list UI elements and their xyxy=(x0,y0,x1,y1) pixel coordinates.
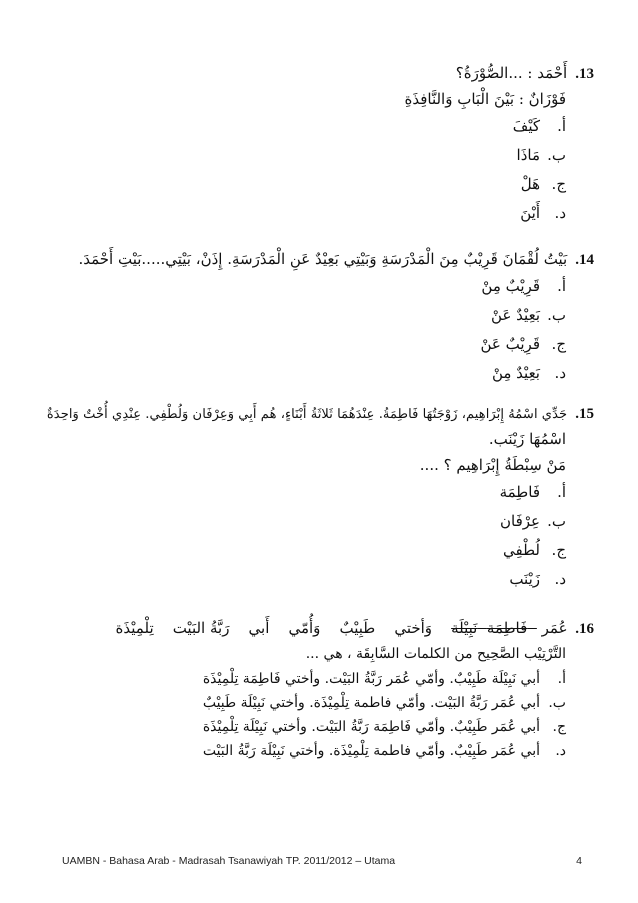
option-label: ب. xyxy=(547,512,566,530)
option-a xyxy=(34,478,594,507)
option-b xyxy=(34,507,594,536)
option-label: أ. xyxy=(557,117,566,135)
option-c xyxy=(34,715,594,739)
option-d xyxy=(34,199,594,228)
word: وَأختي xyxy=(394,619,433,637)
question-15-stem-line xyxy=(34,400,594,426)
question-13-stem-line xyxy=(34,60,594,86)
option-b xyxy=(34,691,594,715)
option-text: أبي نَبِيْلَة طَبِيْبٌ. وأمّي عُمَر رَبَّةُ البَيْت. وأختي فَاطِمَة تِلْمِيْذَة xyxy=(202,671,540,687)
question-14 xyxy=(34,246,594,388)
option-text: بَعِيْدٌ عَنْ xyxy=(491,306,540,324)
option-label: ج. xyxy=(551,541,566,559)
option-label: أ. xyxy=(557,277,566,295)
option-c xyxy=(34,170,594,199)
option-text: هَلْ xyxy=(520,175,540,193)
option-d xyxy=(34,739,594,763)
option-d xyxy=(34,565,594,594)
question-number: 14. xyxy=(575,252,594,268)
option-text: فَاطِمَة xyxy=(499,483,540,501)
word: وَأُمّي xyxy=(288,619,321,637)
option-a xyxy=(34,667,594,691)
word-struck: فَاطِمَة نَبِيْلَة xyxy=(451,619,528,637)
option-label: ج. xyxy=(552,719,566,735)
option-text: لُطْفِي xyxy=(503,541,540,559)
question-number: 13. xyxy=(575,66,594,82)
option-label: أ. xyxy=(557,671,566,687)
option-label: ب. xyxy=(547,306,566,324)
option-a xyxy=(34,112,594,141)
option-label: ب. xyxy=(548,695,566,711)
question-stem: جَدِّي اسْمُهُ إِبْرَاهِيم، زَوْجَتُهَا فَاطِمَةُ. عِنْدَهُمَا ثَلاثَةُ أَبْنَاءٍ، هُم أَبِي وَعِرْفَان وَلُطْفِي. عِنْدِي أُخْتٌ وَاحِدَةٌ xyxy=(46,407,568,422)
page-number: 4 xyxy=(576,855,582,867)
option-d xyxy=(34,359,594,388)
option-text: زَيْنَب xyxy=(509,570,540,588)
option-text: كَيْفَ xyxy=(512,117,540,135)
option-label: ب. xyxy=(547,146,566,164)
option-text: أَيْنَ xyxy=(520,204,540,222)
option-label: أ. xyxy=(557,483,566,501)
question-16-stem-line xyxy=(34,615,594,641)
option-text: قَرِيْبٌ عَنْ xyxy=(480,335,540,353)
option-label: ج. xyxy=(551,335,566,353)
option-label: ج. xyxy=(551,175,566,193)
option-label: د. xyxy=(555,743,566,759)
question-13 xyxy=(34,60,594,228)
word: طَبِيْبٌ xyxy=(339,619,376,637)
question-number: 15. xyxy=(575,406,594,422)
option-b xyxy=(34,141,594,170)
question-context: فَوْزَانٌ : بَيْنَ الْبَابِ وَالنَّافِذَةِ xyxy=(404,90,566,108)
word: تِلْمِيْذَة xyxy=(115,619,154,637)
option-label: د. xyxy=(554,364,566,382)
option-text: أبي عُمَر طَبِيْبٌ. وأمّي فاطمة تِلْمِيْذَة. وأختي نَبِيْلَة رَبَّةُ البَيْت xyxy=(202,743,540,759)
question-number: 16. xyxy=(575,621,594,637)
word: أَبي xyxy=(248,619,270,637)
option-label: د. xyxy=(554,570,566,588)
option-b xyxy=(34,301,594,330)
word: عُمَر xyxy=(541,619,568,637)
option-c xyxy=(34,536,594,565)
option-text: بَعِيْدٌ مِنْ xyxy=(491,364,540,382)
option-c xyxy=(34,330,594,359)
question-prompt: التَّرْتِيْب الصَّحِيح من الكلمات السَّابِقَة ، هي ... xyxy=(305,646,566,662)
question-context: اسْمُهَا زَيْنَب. xyxy=(488,430,566,448)
page-footer xyxy=(62,855,582,867)
option-a xyxy=(34,272,594,301)
option-text: أبي عُمَر رَبَّةُ البَيْت. وأمّي فاطمة تِلْمِيْذَة. وأختي نَبِيْلَة طَبِيْبٌ xyxy=(202,695,540,711)
word: رَبَّةُ البَيْت xyxy=(172,619,230,637)
question-15 xyxy=(34,400,594,594)
option-label: د. xyxy=(554,204,566,222)
option-text: أبي عُمَر طَبِيْبٌ. وأمّي فَاطِمَة رَبَّةُ البَيْت. وأختي نَبِيْلَة تِلْمِيْذَة xyxy=(202,719,540,735)
question-stem: بَيْتُ لُقْمَانَ قَرِيْبٌ مِنَ الْمَدْرَسَةِ وَبَيْتِي بَعِيْدٌ عَنِ الْمَدْرَسَةِ. إِذَنْ، بَيْتِي.....بَيْتِ أَحْمَدَ. xyxy=(78,250,568,268)
option-text: قَرِيْبٌ مِنْ xyxy=(481,277,540,295)
question-stem: أَحْمَد : ...الصُّوْرَةُ؟ xyxy=(455,64,568,82)
question-14-stem-line xyxy=(34,246,594,272)
option-text: عِرْفَان xyxy=(500,512,540,530)
word-list xyxy=(116,619,568,637)
footer-text: UAMBN - Bahasa Arab - Madrasah Tsanawiyah TP. 2011/2012 – Utama xyxy=(62,855,396,867)
question-16 xyxy=(34,615,594,763)
question-prompt: مَنْ سِبْطَةُ إِبْرَاهِيم ؟ .... xyxy=(419,456,566,474)
option-text: مَاذَا xyxy=(516,146,540,164)
